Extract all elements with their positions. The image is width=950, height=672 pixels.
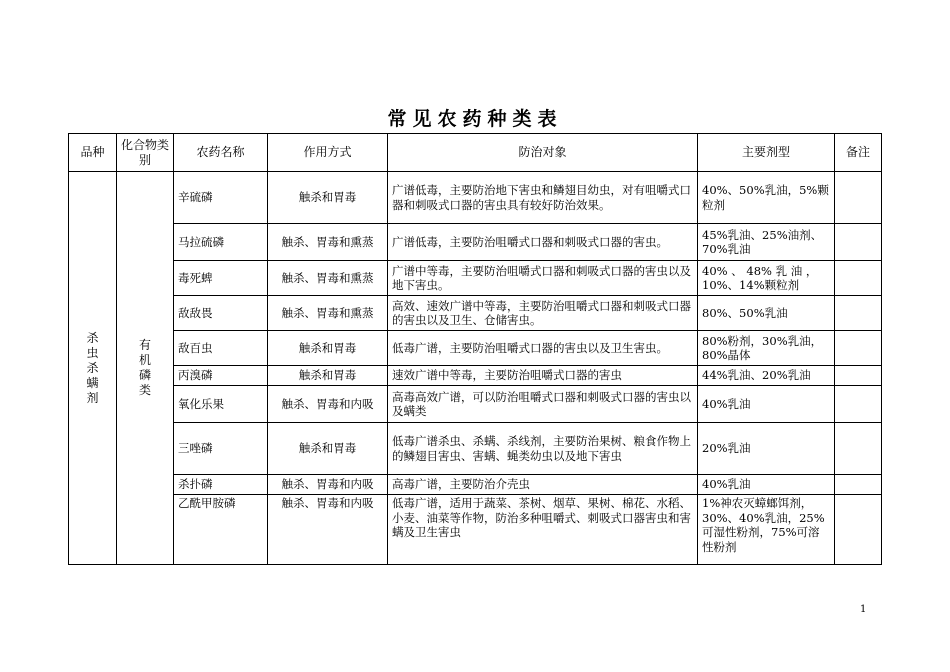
table-row xyxy=(69,386,882,423)
document-title: 常见农药种类表 xyxy=(387,108,563,130)
row-target: 广谱中等毒，主要防治咀嚼式口器和刺吸式口器的害虫以及地下害虫。 xyxy=(388,261,698,296)
row-formulation: 40% 、 48% 乳 油 ，10%、14%颗粒剂 xyxy=(698,261,835,296)
row-mode: 触杀、胃毒和熏蒸 xyxy=(268,224,388,261)
header-variety: 品种 xyxy=(69,134,117,172)
header-row xyxy=(69,134,882,172)
row-mode: 触杀、胃毒和熏蒸 xyxy=(268,296,388,331)
row-target: 速效广谱中等毒，主要防治咀嚼式口器的害虫 xyxy=(388,366,698,386)
group-variety: 杀虫杀螨剂 xyxy=(86,330,99,405)
header-note: 备注 xyxy=(835,134,882,172)
row-target: 高毒高效广谱，可以防治咀嚼式口器和刺吸式口器的害虫以及螨类 xyxy=(388,386,698,423)
table-row xyxy=(69,172,882,224)
row-target: 高毒广谱，主要防治介壳虫 xyxy=(388,475,698,495)
row-note xyxy=(835,296,882,331)
row-mode: 触杀和胃毒 xyxy=(268,331,388,366)
row-formulation: 40%乳油 xyxy=(698,475,835,495)
row-note xyxy=(835,423,882,475)
row-note xyxy=(835,495,882,565)
row-name: 马拉硫磷 xyxy=(174,224,268,261)
row-mode: 触杀和胃毒 xyxy=(268,366,388,386)
row-name: 丙溴磷 xyxy=(174,366,268,386)
pesticide-table xyxy=(68,133,882,565)
row-formulation: 1%神农灭蟑螂饵剂，30%、40%乳油，25%可湿性粉剂，75%可溶性粉剂 xyxy=(698,495,835,565)
row-formulation: 44%乳油、20%乳油 xyxy=(698,366,835,386)
row-target: 低毒广谱杀虫、杀螨、杀线剂，主要防治果树、粮食作物上的鳞翅目害虫、害螨、蝇类幼虫以及地下害虫 xyxy=(388,423,698,475)
row-formulation: 80%、50%乳油 xyxy=(698,296,835,331)
row-name: 乙酰甲胺磷 xyxy=(174,495,268,565)
header-mode: 作用方式 xyxy=(268,134,388,172)
row-formulation: 40%、50%乳油，5%颗粒剂 xyxy=(698,172,835,224)
table-row xyxy=(69,423,882,475)
table-row xyxy=(69,331,882,366)
row-target: 低毒广谱，适用于蔬菜、茶树、烟草、果树、棉花、水稻、小麦、油菜等作物，防治多种咀嚼式、刺吸式口器害虫和害螨及卫生害虫 xyxy=(388,495,698,565)
group-compound-class: 有机磷类 xyxy=(139,338,152,397)
table-row xyxy=(69,495,882,565)
row-target: 广谱低毒，主要防治地下害虫和鳞翅目幼虫，对有咀嚼式口器和刺吸式口器的害虫具有较好防治效果。 xyxy=(388,172,698,224)
row-note xyxy=(835,331,882,366)
row-mode: 触杀、胃毒和内吸 xyxy=(268,475,388,495)
table-row xyxy=(69,475,882,495)
row-note xyxy=(835,366,882,386)
header-name: 农药名称 xyxy=(174,134,268,172)
page-number: 1 xyxy=(860,604,867,615)
row-mode: 触杀、胃毒和内吸 xyxy=(268,495,388,565)
header-target: 防治对象 xyxy=(388,134,698,172)
row-target: 低毒广谱，主要防治咀嚼式口器的害虫以及卫生害虫。 xyxy=(388,331,698,366)
header-formulation: 主要剂型 xyxy=(698,134,835,172)
row-target: 高效、速效广谱中等毒，主要防治咀嚼式口器和刺吸式口器的害虫以及卫生、仓储害虫。 xyxy=(388,296,698,331)
header-compound-class: 化合物类别 xyxy=(117,134,174,172)
row-name: 敌敌畏 xyxy=(174,296,268,331)
table-row xyxy=(69,224,882,261)
row-formulation: 80%粉剂，30%乳油，80%晶体 xyxy=(698,331,835,366)
row-name: 氧化乐果 xyxy=(174,386,268,423)
table-row xyxy=(69,366,882,386)
row-note xyxy=(835,224,882,261)
row-mode: 触杀和胃毒 xyxy=(268,423,388,475)
row-target: 广谱低毒，主要防治咀嚼式口器和刺吸式口器的害虫。 xyxy=(388,224,698,261)
table-row xyxy=(69,261,882,296)
row-note xyxy=(835,386,882,423)
row-name: 敌百虫 xyxy=(174,331,268,366)
group-variety-cell xyxy=(69,172,117,565)
row-formulation: 20%乳油 xyxy=(698,423,835,475)
row-mode: 触杀、胃毒和熏蒸 xyxy=(268,261,388,296)
row-mode: 触杀、胃毒和内吸 xyxy=(268,386,388,423)
row-formulation: 45%乳油、25%油剂、70%乳油 xyxy=(698,224,835,261)
group-class-cell xyxy=(117,172,174,565)
row-note xyxy=(835,261,882,296)
row-formulation: 40%乳油 xyxy=(698,386,835,423)
row-note xyxy=(835,475,882,495)
row-name: 毒死蜱 xyxy=(174,261,268,296)
row-note xyxy=(835,172,882,224)
row-name: 三唑磷 xyxy=(174,423,268,475)
table-row xyxy=(69,296,882,331)
row-name: 辛硫磷 xyxy=(174,172,268,224)
row-mode: 触杀和胃毒 xyxy=(268,172,388,224)
row-name: 杀扑磷 xyxy=(174,475,268,495)
